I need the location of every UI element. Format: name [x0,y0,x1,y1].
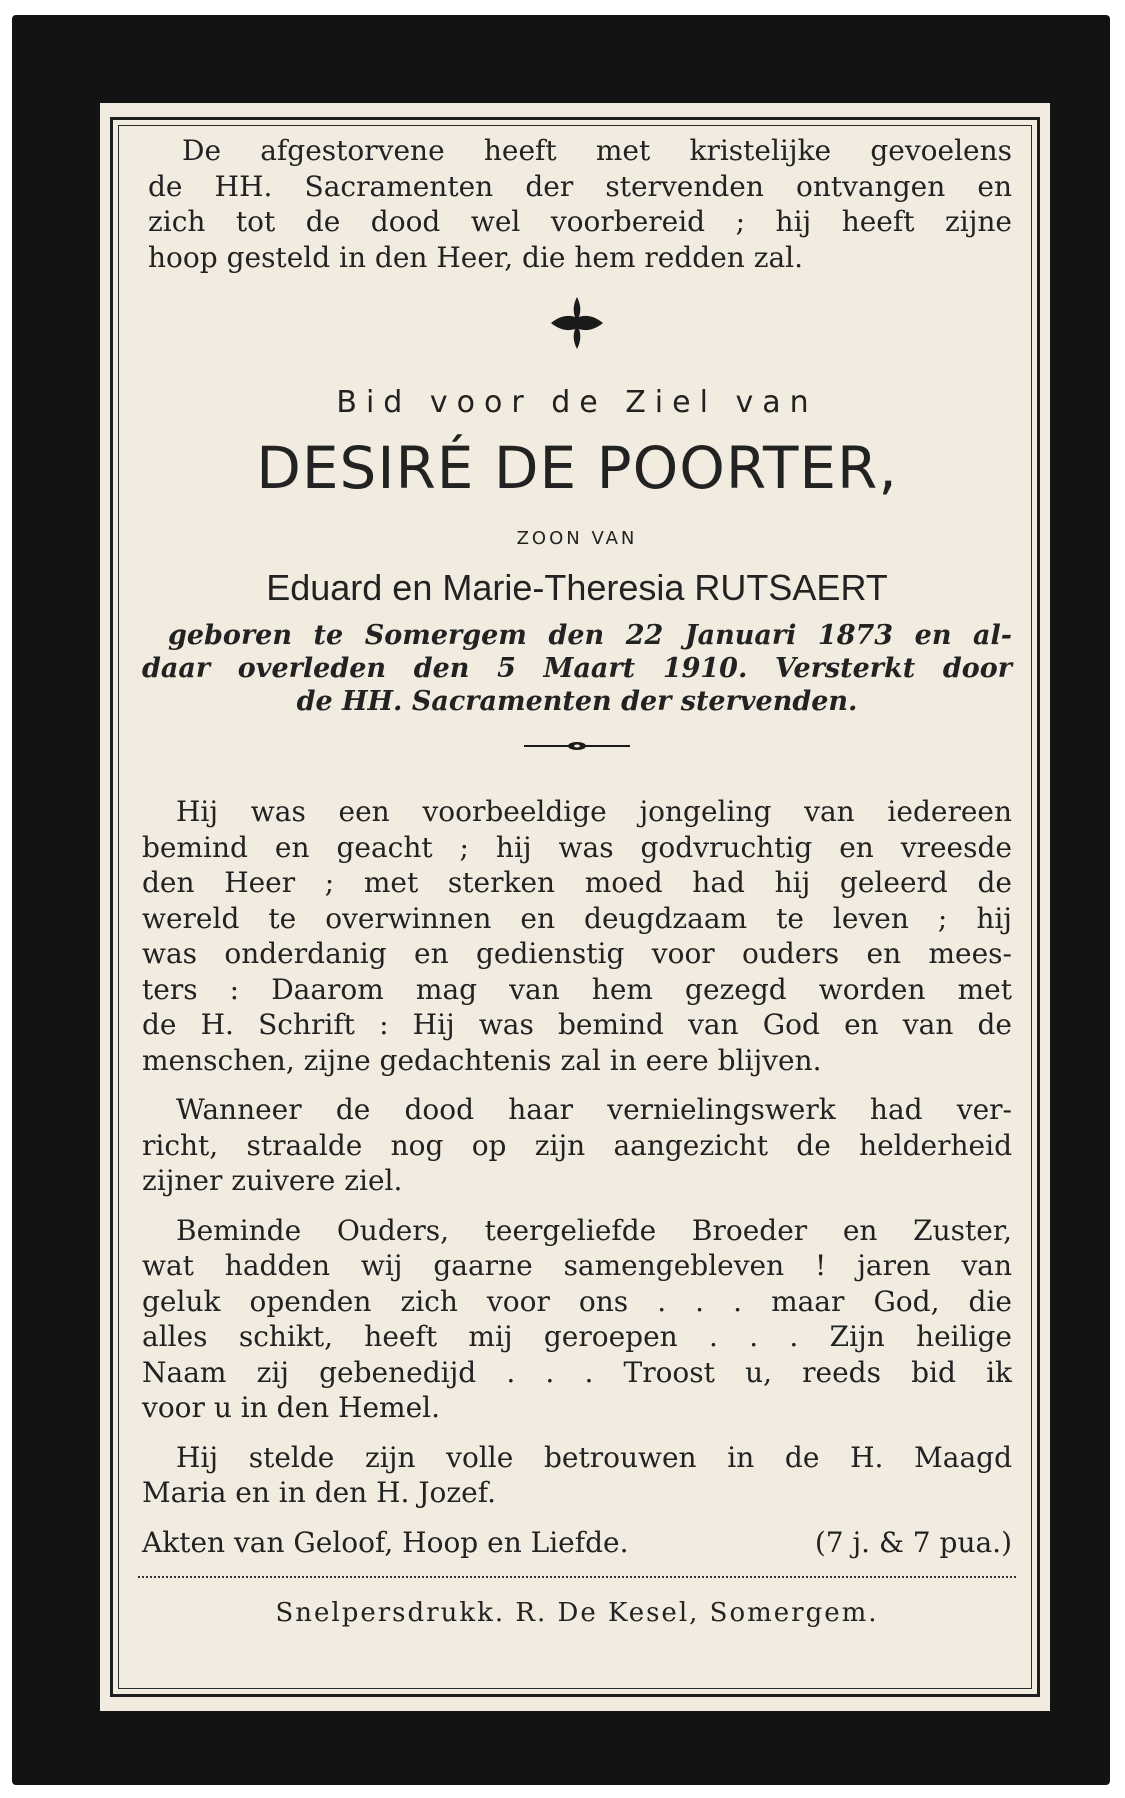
text-line: Maria en in den H. Jozef. [142,1476,497,1509]
birth-line: daar overleden den 5 Maart 1910. Versterkt door [142,653,1012,684]
dotted-separator [138,1576,1016,1578]
paragraph-3 [142,1213,1012,1426]
text-line: geluk openden zich voor ons . . . maar God, die [142,1284,1012,1318]
parents-names: Eduard en Marie-Theresia RUTSAERT [266,567,888,608]
text-line: alles schikt, heeft mij geroepen . . . Zijn heilige [142,1320,1012,1353]
card-content [142,133,1012,1628]
text-line: Hij stelde zijn volle betrouwen in de H. Maagd [176,1440,1012,1474]
son-of-label: ZOON VAN [516,528,638,549]
text-line: menschen, zijne gedachtenis zal in eere blijven. [142,1043,822,1077]
intro-line: hoop gesteld in den Heer, die hem redden zal. [148,240,804,274]
text-line: zijner zuivere ziel. [142,1164,403,1197]
birth-line: geboren te Somergem den 22 Januari 1873 en al- [168,620,1012,651]
cross-ornament [142,293,1012,363]
acts-text: Akten van Geloof, Hoop en Liefde. [142,1525,629,1559]
birth-line: de HH. Sacramenten der stervenden. [296,686,858,717]
text-line: wat hadden wij gaarne samengebleven ! jaren van [142,1249,1012,1282]
intro-line: De afgestorvene heeft met kristelijke gevoelens [182,134,1012,167]
birth-death-text [142,619,1012,718]
printer-imprint: Snelpersdrukk. R. De Kesel, Somergem. [275,1598,879,1628]
paragraph-1 [142,794,1012,1078]
deceased-name: DESIRÉ DE POORTER, [256,434,898,502]
text-line: den Heer ; met sterken moed had hij geleerd de [142,866,1012,899]
text-line: Hij was een voorbeeldige jongeling van iedereen [176,795,1012,828]
intro-text [142,133,1012,275]
intro-line: de HH. Sacramenten der stervenden ontvangen en [148,169,1012,203]
text-line: was onderdanig en gedienstig voor ouders en mees- [142,937,1012,970]
intro-line: zich tot de dood wel voorbereid ; hij heeft zijne [148,205,1012,238]
indulgence-text: (7 j. & 7 pua.) [814,1525,1012,1559]
cross-icon [547,293,607,353]
text-line: Wanneer de dood haar vernielingswerk had ver- [176,1093,1012,1126]
text-line: wereld te overwinnen en deugdzaam te leven ; hij [142,901,1012,935]
text-line: ters : Daarom mag van hem gezegd worden met [142,972,1012,1006]
text-line: voor u in den Hemel. [142,1391,441,1424]
text-line: bemind en geacht ; hij was godvruchtig en vreesde [142,830,1012,864]
text-line: richt, straalde nog op zijn aangezicht de helderheid [142,1128,1012,1162]
paragraph-2 [142,1092,1012,1199]
memorial-card [100,103,1050,1711]
text-line: Beminde Ouders, teergeliefde Broeder en Zuster, [176,1213,1012,1247]
acts-line [142,1525,1012,1561]
paragraph-4 [142,1440,1012,1511]
text-line: de H. Schrift : Hij was bemind van God en van de [142,1008,1012,1041]
memorial-card-border [12,15,1110,1785]
ornamental-divider [142,736,1012,762]
text-line: Naam zij gebenedijd . . . Troost u, reeds bid ik [142,1355,1012,1389]
prayer-heading: Bid voor de Ziel van [336,385,818,420]
